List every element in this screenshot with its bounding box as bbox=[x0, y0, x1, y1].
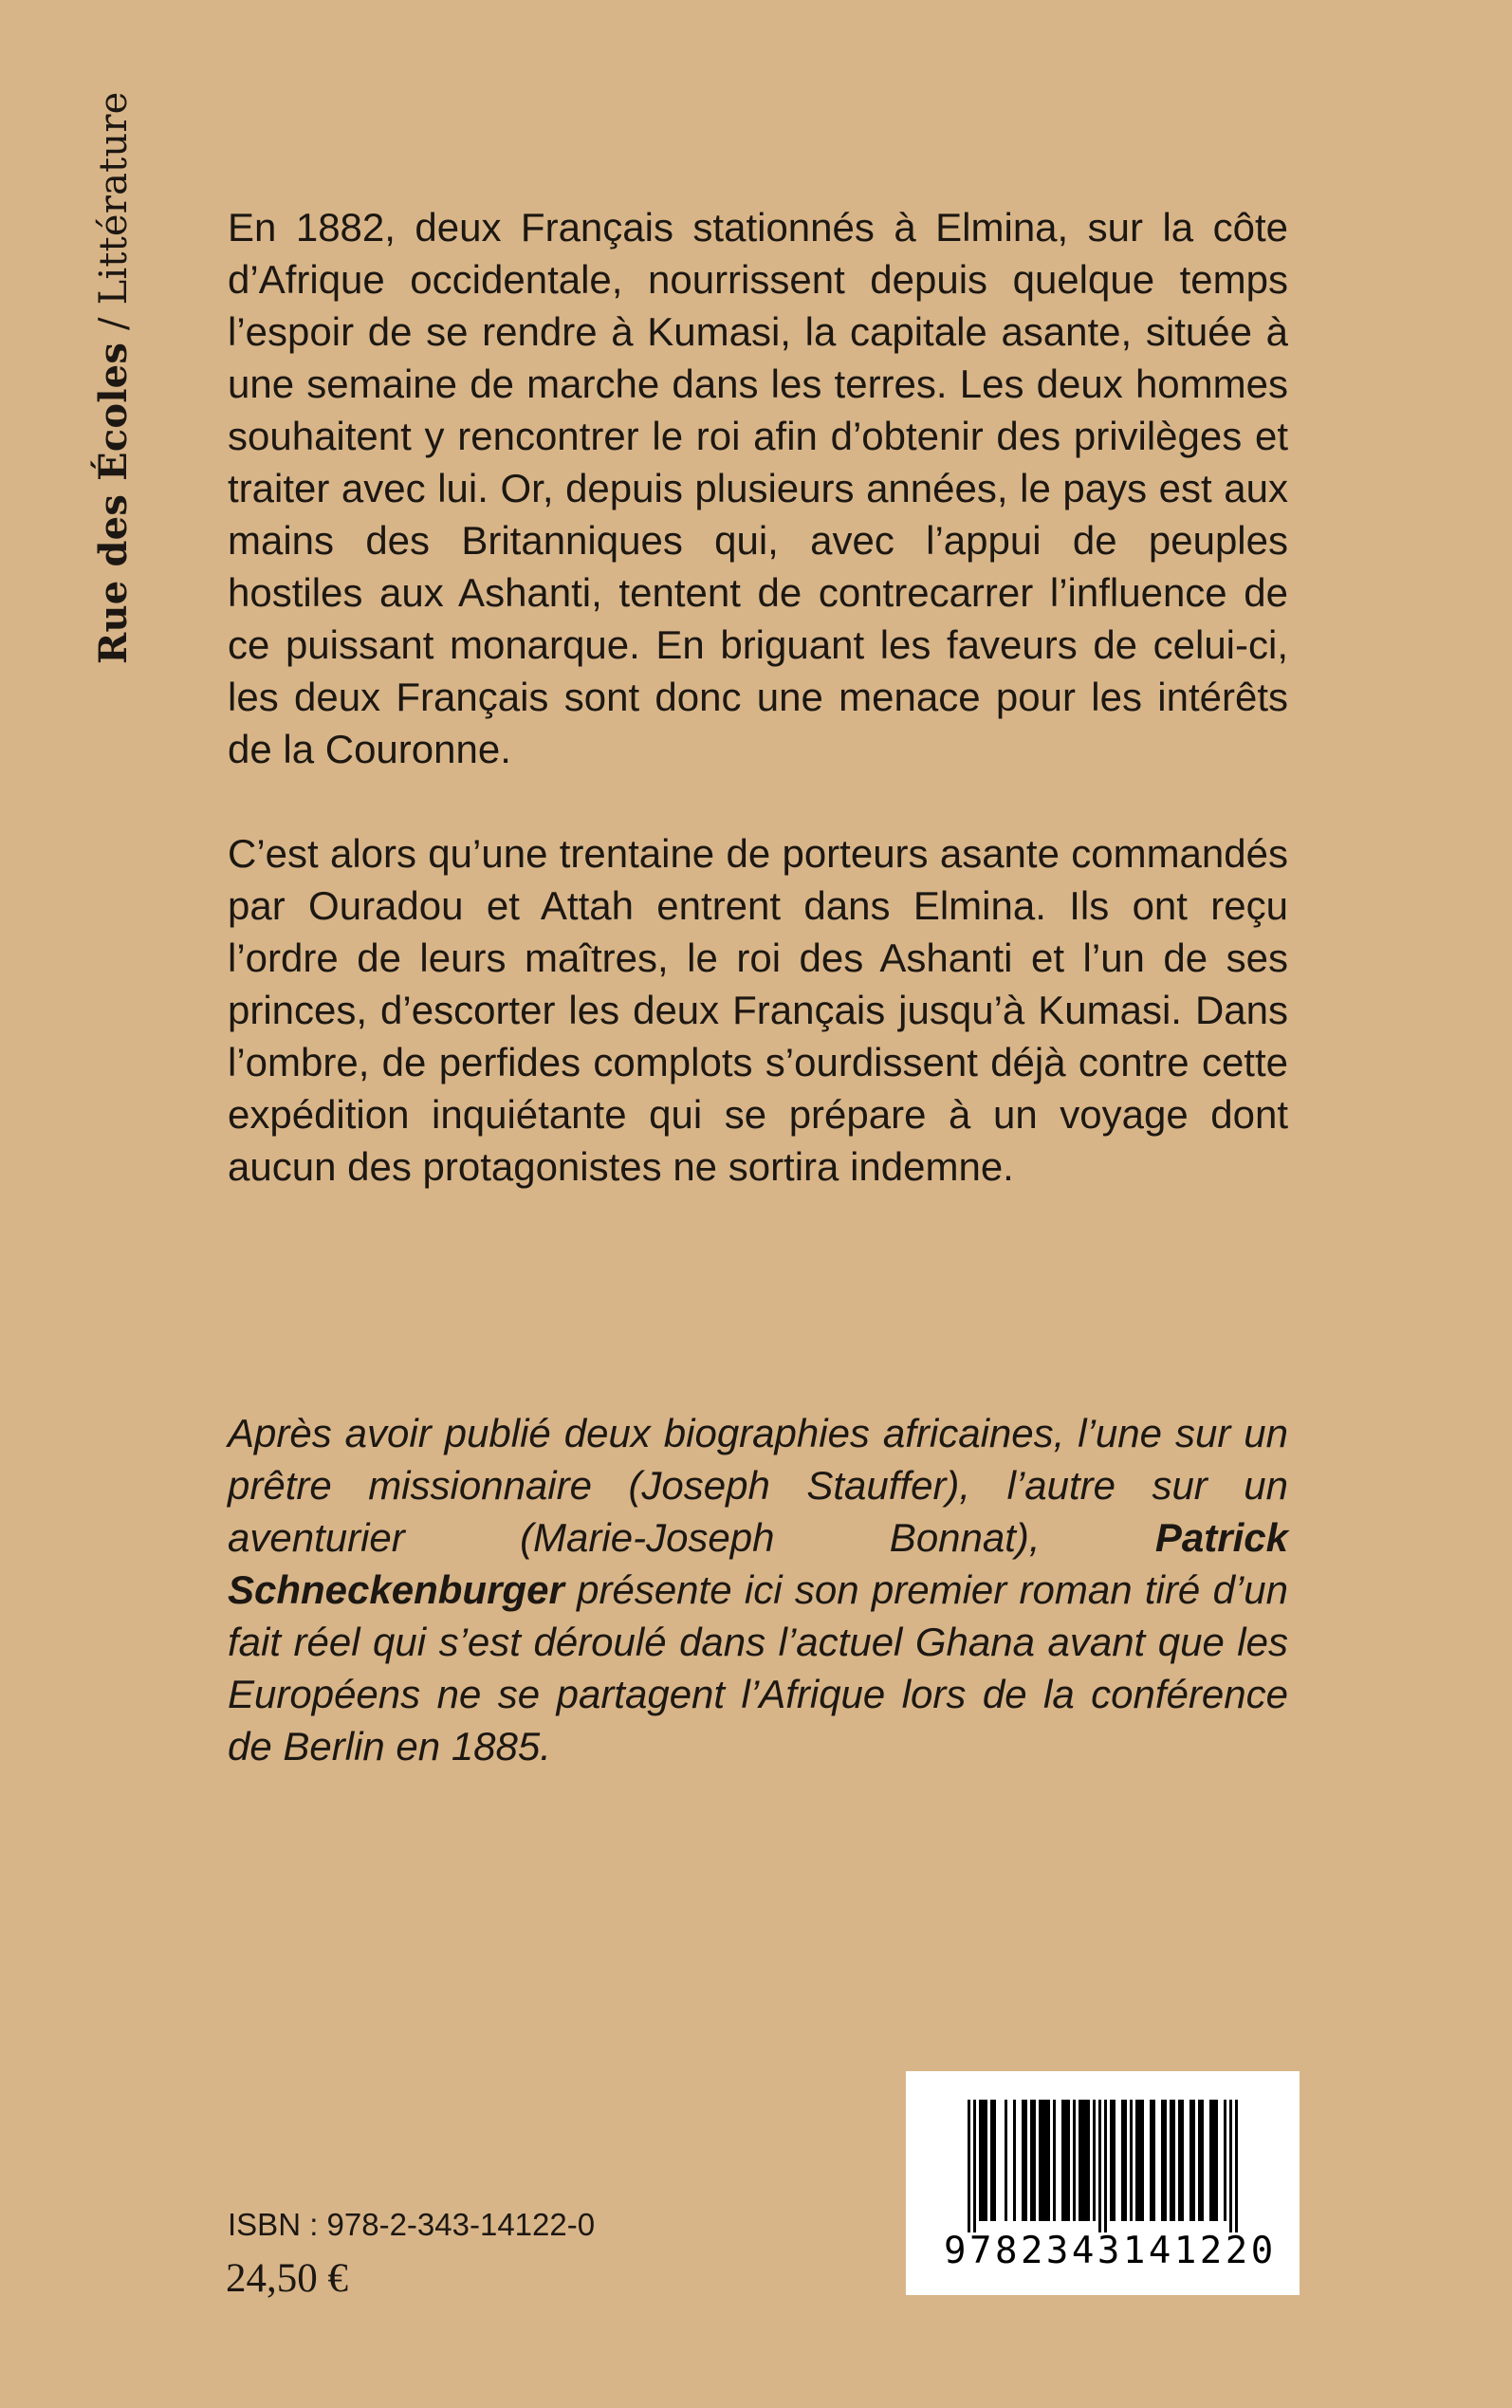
series-separator: / bbox=[92, 305, 136, 343]
collection-name: Littérature bbox=[92, 91, 136, 306]
back-cover-blurb bbox=[228, 201, 1288, 1193]
barcode-bar bbox=[1135, 2100, 1138, 2221]
barcode-panel bbox=[906, 2071, 1300, 2295]
barcode-bar bbox=[1084, 2100, 1087, 2221]
author-bio bbox=[228, 1407, 1288, 1772]
barcode-bar bbox=[1201, 2100, 1204, 2221]
barcode-bar bbox=[990, 2100, 993, 2221]
barcode-bar bbox=[1033, 2100, 1036, 2221]
barcode-bar bbox=[1013, 2100, 1016, 2221]
barcode-bar bbox=[1170, 2100, 1172, 2221]
barcode-bar bbox=[1064, 2100, 1067, 2221]
barcode-bar bbox=[1044, 2100, 1047, 2221]
price-label: 24,50 € bbox=[226, 2256, 348, 2301]
barcode-bar bbox=[1209, 2100, 1212, 2221]
barcode-bar bbox=[1104, 2100, 1107, 2232]
barcode-bar bbox=[1024, 2100, 1027, 2221]
barcode-bar bbox=[985, 2100, 987, 2221]
spine-series-title bbox=[90, 91, 138, 664]
barcode-bar bbox=[1079, 2100, 1081, 2221]
barcode-bar bbox=[1172, 2100, 1175, 2221]
barcode-bar bbox=[1235, 2100, 1238, 2232]
barcode-bar bbox=[1042, 2100, 1044, 2221]
barcode-bar bbox=[1215, 2100, 1218, 2221]
barcode-bar bbox=[993, 2100, 996, 2221]
barcode-bar bbox=[1161, 2100, 1164, 2221]
barcode-bar bbox=[1130, 2100, 1133, 2221]
barcode-bar bbox=[1229, 2100, 1232, 2232]
barcode-bar bbox=[1164, 2100, 1167, 2221]
blurb-paragraph-1: En 1882, deux Français stationnés à Elmina, sur la côte d’Afrique occidentale, nourrissent depuis quelque temps l’espoir de se rendre à Kumasi, la capitale asante, située à une semaine de marche dans les terres. Les deux hommes souhaitent y rencontrer le roi afin d’obtenir des privilèges et traiter avec lui. Or, depuis plusieurs années, le pays est aux mains des Britanniques qui, avec l’appui de peuples hostiles aux Ashanti, tentent de contrecarrer l’influence de ce puissant monarque. En briguant les faveurs de celui-ci, les deux Français sont donc une menace pour les intérêts de la Couronne. bbox=[228, 205, 1288, 771]
barcode-bar bbox=[1121, 2100, 1124, 2221]
barcode-bar bbox=[1022, 2100, 1024, 2221]
barcode-bar bbox=[1152, 2100, 1155, 2221]
barcode-bar bbox=[1081, 2100, 1084, 2221]
author-name: Patrick Schneckenburger bbox=[228, 1515, 1288, 1612]
barcode-bar bbox=[973, 2100, 976, 2232]
barcode-number: 9782343141220 bbox=[944, 2230, 1277, 2272]
barcode-bar bbox=[1198, 2100, 1201, 2221]
barcode-bar bbox=[1192, 2100, 1195, 2221]
barcode-bar bbox=[1150, 2100, 1152, 2221]
barcode-bar bbox=[1093, 2100, 1096, 2221]
barcode-bar bbox=[1061, 2100, 1064, 2221]
barcode-bar bbox=[1047, 2100, 1050, 2221]
barcode-bar bbox=[1224, 2100, 1226, 2221]
barcode-bar bbox=[1073, 2100, 1076, 2221]
barcode-bar bbox=[1087, 2100, 1090, 2221]
barcode-bar bbox=[1141, 2100, 1144, 2221]
isbn-label: ISBN : 978-2-343-14122-0 bbox=[228, 2207, 596, 2242]
barcode-bar bbox=[1030, 2100, 1033, 2221]
barcode-bar bbox=[1189, 2100, 1192, 2221]
barcode-bar bbox=[1039, 2100, 1042, 2221]
barcode-bar bbox=[1113, 2100, 1116, 2221]
barcode-bar bbox=[968, 2100, 970, 2232]
barcode-bar bbox=[979, 2100, 982, 2221]
barcode-bar bbox=[1053, 2100, 1056, 2221]
barcode-bar bbox=[1005, 2100, 1007, 2221]
bio-text-after: présente ici son premier roman tiré d’un fait réel qui s’est déroulé dans l’actuel Ghana avant que les Européens ne se partagent l’Afrique lors de la conférence de Berlin en 1885. bbox=[228, 1567, 1288, 1769]
barcode-bar bbox=[1098, 2100, 1101, 2232]
barcode-bar bbox=[982, 2100, 985, 2221]
series-name: Rue des Écoles bbox=[91, 342, 136, 664]
barcode-bar bbox=[1124, 2100, 1127, 2221]
bio-text-before: Après avoir publié deux biographies africaines, l’une sur un prêtre missionnaire (Joseph Stauffer), l’autre sur un aventurier (Marie-Joseph Bonnat), bbox=[228, 1411, 1288, 1560]
barcode-bar bbox=[1067, 2100, 1070, 2221]
blurb-paragraph-2: C’est alors qu’une trentaine de porteurs asante commandés par Ouradou et Attah entrent dans Elmina. Ils ont reçu l’ordre de leurs maîtres, le roi des Ashanti et l’un de ses princes, d’escorter les deux Français jusqu’à Kumasi. Dans l’ombre, de perfides complots s’ourdissent déjà contre cette expédition inquiétante qui se prépare à un voyage dont aucun des protagonistes ne sortira indemne. bbox=[228, 831, 1288, 1189]
barcode-bar bbox=[1138, 2100, 1141, 2221]
barcode-bar bbox=[1181, 2100, 1184, 2221]
barcode-bar bbox=[1212, 2100, 1215, 2221]
barcode-bar bbox=[1178, 2100, 1181, 2221]
barcode-bars bbox=[958, 2100, 1247, 2232]
barcode-bar bbox=[1110, 2100, 1113, 2221]
